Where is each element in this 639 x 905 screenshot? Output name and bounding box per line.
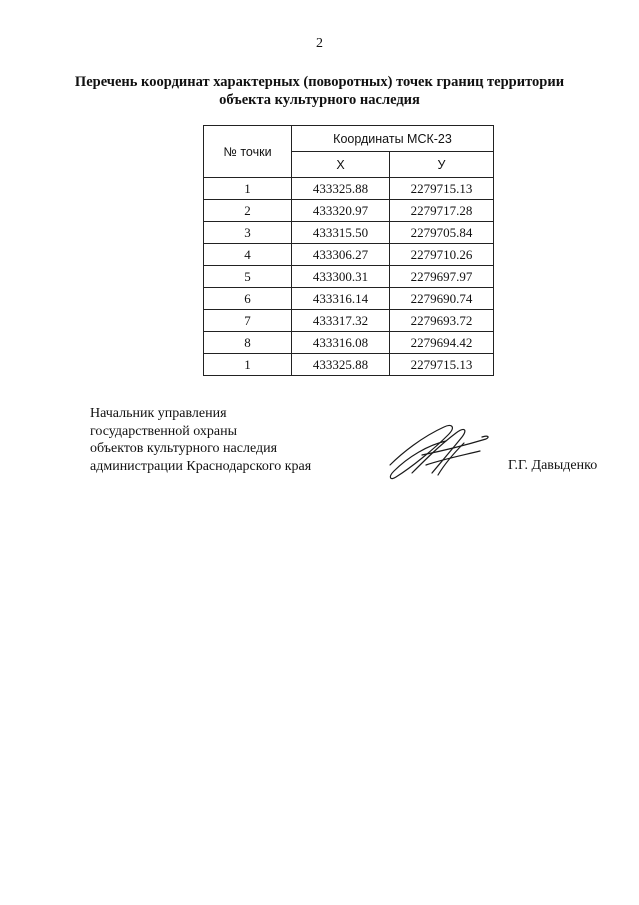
header-coordinates: Координаты МСК-23: [292, 126, 494, 152]
cell-x: 433325.88: [292, 354, 390, 376]
position-line: государственной охраны: [90, 423, 238, 439]
table-row: [204, 222, 494, 244]
header-x: Х: [292, 152, 390, 178]
cell-point: 6: [204, 288, 292, 310]
signer-name: Г.Г. Давыденко: [508, 458, 598, 473]
cell-point: 1: [204, 178, 292, 200]
cell-y: 2279715.13: [390, 354, 494, 376]
position-line: Начальник управления: [90, 406, 227, 421]
cell-x: 433316.08: [292, 332, 390, 354]
cell-y: 2279717.28: [390, 200, 494, 222]
cell-x: 433306.27: [292, 244, 390, 266]
cell-y: 2279694.42: [390, 332, 494, 354]
handwritten-signature-icon: [382, 415, 494, 485]
table-row: [204, 354, 494, 376]
cell-y: 2279715.13: [390, 178, 494, 200]
cell-x: 433325.88: [292, 178, 390, 200]
header-y: У: [390, 152, 494, 178]
cell-x: 433300.31: [292, 266, 390, 288]
coordinates-table: [203, 125, 494, 376]
table-row: [204, 266, 494, 288]
position-line: объектов культурного наследия: [90, 441, 278, 456]
cell-point: 4: [204, 244, 292, 266]
title-line-1: Перечень координат характерных (поворотных) точек границ территории: [74, 74, 565, 90]
table-row: [204, 310, 494, 332]
title-line-2: объекта культурного наследия: [219, 92, 420, 108]
cell-y: 2279690.74: [390, 288, 494, 310]
cell-point: 3: [204, 222, 292, 244]
cell-y: 2279710.26: [390, 244, 494, 266]
signatory-position: [90, 405, 311, 475]
cell-x: 433320.97: [292, 200, 390, 222]
table-row: [204, 178, 494, 200]
table-row: [204, 332, 494, 354]
page-number: 2: [316, 36, 323, 51]
cell-point: 1: [204, 354, 292, 376]
cell-point: 8: [204, 332, 292, 354]
cell-x: 433316.14: [292, 288, 390, 310]
cell-x: 433317.32: [292, 310, 390, 332]
cell-y: 2279693.72: [390, 310, 494, 332]
cell-x: 433315.50: [292, 222, 390, 244]
document-title: [60, 73, 579, 109]
cell-y: 2279705.84: [390, 222, 494, 244]
header-point-number: № точки: [204, 126, 292, 178]
cell-y: 2279697.97: [390, 266, 494, 288]
table-row: [204, 200, 494, 222]
table-row: [204, 288, 494, 310]
position-line: администрации Краснодарского края: [90, 458, 312, 474]
cell-point: 5: [204, 266, 292, 288]
table-row: [204, 244, 494, 266]
cell-point: 2: [204, 200, 292, 222]
cell-point: 7: [204, 310, 292, 332]
